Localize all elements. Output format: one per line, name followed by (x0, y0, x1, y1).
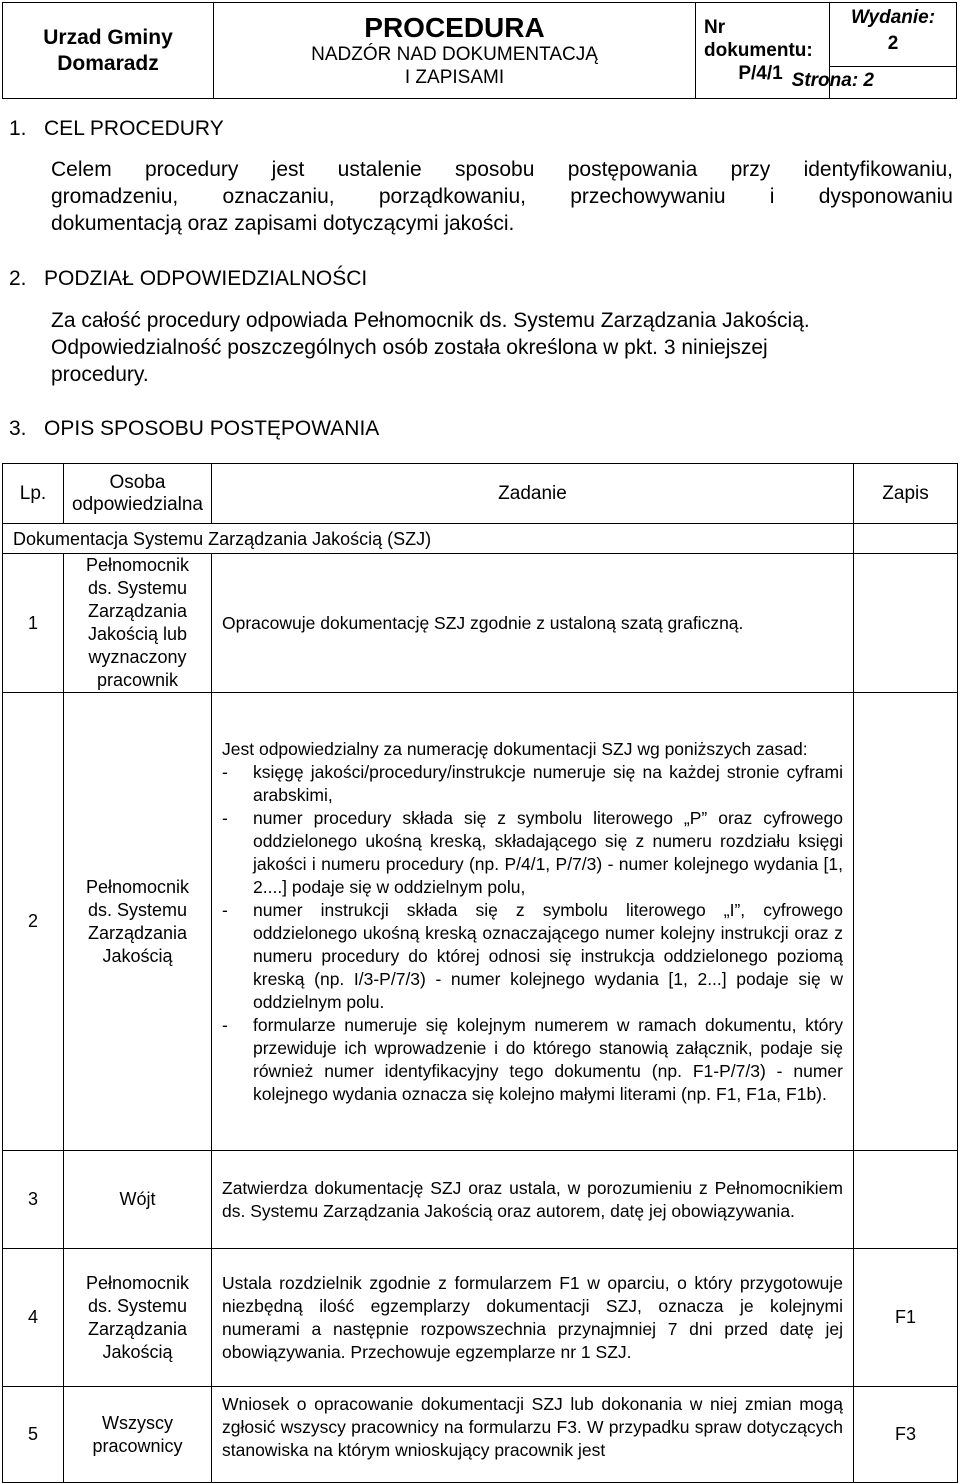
organization-cell (3, 3, 214, 99)
document-header (2, 2, 957, 99)
row-2-zadanie (212, 693, 854, 1151)
row-1-zadanie: Opracowuje dokumentację SZJ zgodnie z ustaloną szatą graficzną. (212, 554, 854, 693)
row-5-zapis: F3 (854, 1387, 958, 1483)
section-2-text-line2: Odpowiedzialność poszczególnych osób została określona w pkt. 3 niniejszej (51, 336, 768, 359)
row-1-zapis (854, 554, 958, 693)
table-row (3, 1387, 958, 1483)
row-4-osoba: Pełnomocnik ds. Systemu Zarządzania Jakością (64, 1249, 212, 1387)
list-item: - numer procedury składa się z symbolu literowego „P” oraz cyfrowego oddzielonego ukośną kreską, składającego się z numeru rozdziału księgi jakości i numeru procedury (np. P/4/1, P/7/3) - numer kolejnego wydania [1, 2....] podaje się w oddzielnym polu, (222, 807, 843, 897)
table-row (3, 1151, 958, 1249)
section-1-text-line1: Celem procedury jest ustalenie sposobu postępowania przy identyfikowaniu, (51, 158, 953, 181)
row-2-zadanie-intro: Jest odpowiedzialny za numerację dokumentacji SZJ wg poniższych zasad: (222, 738, 808, 759)
row-4-zapis: F1 (854, 1249, 958, 1387)
procedure-subtitle-line1: NADZÓR NAD DOKUMENTACJĄ (311, 43, 598, 65)
header-osoba: Osoba odpowiedzialna (64, 464, 212, 524)
row-2-zapis (854, 693, 958, 1151)
group-row-label: Dokumentacja Systemu Zarządzania Jakością (SZJ) (3, 524, 854, 554)
header-lp: Lp. (3, 464, 64, 524)
row-3-zapis (854, 1151, 958, 1249)
row-1-osoba: Pełnomocnik ds. Systemu Zarządzania Jakością lub wyznaczony pracownik (64, 554, 212, 693)
row-5-lp: 5 (3, 1387, 64, 1483)
row-2-osoba: Pełnomocnik ds. Systemu Zarządzania Jakością (64, 693, 212, 1151)
row-2-zadanie-list (222, 761, 843, 1106)
row-4-zadanie: Ustala rozdzielnik zgodnie z formularzem F1 w oparciu, o który przygotowuje niezbędną ilość egzemplarzy dokumentacji SZJ, oznacza je kolejnymi numerami a następnie rozpowszechnia przynajmniej 7 dni przed datę jej obowiązywania. Przechowuje egzemplarze nr 1 SZJ. (212, 1249, 854, 1387)
section-1-text-line2: gromadzeniu, oznaczaniu, porządkowaniu, przechowywaniu i dysponowaniu (51, 185, 953, 208)
procedure-subtitle-line2: I ZAPISAMI (404, 66, 505, 88)
row-1-lp: 1 (3, 554, 64, 693)
list-item: - księgę jakości/procedury/instrukcje numeruje się na każdej stronie cyframi arabskimi, (222, 761, 843, 805)
procedure-table (2, 463, 958, 1483)
section-1-heading: 1. CEL PROCEDURY (9, 117, 224, 140)
edition-cell (830, 3, 957, 67)
row-3-osoba: Wójt (64, 1151, 212, 1249)
row-5-zadanie: Wniosek o opracowanie dokumentacji SZJ lub dokonania w niej zmian mogą zgłosić wszyscy pracownicy na formularzu F3. W przypadku spraw dotyczących stanowiska na którym wnioskujący pracownik jest (212, 1387, 854, 1483)
row-3-zadanie: Zatwierdza dokumentację SZJ oraz ustala, w porozumieniu z Pełnomocnikiem ds. Systemu Zarządzania Jakością oraz autorem, datę jej obowiązywania. (212, 1151, 854, 1249)
document-number-value: P/4/1 (738, 63, 783, 84)
group-row (3, 524, 958, 554)
group-row-empty (854, 524, 958, 554)
section-1-text-line3: dokumentacją oraz zapisami dotyczącymi jakości. (51, 212, 515, 235)
list-item: - formularze numeruje się kolejnym numerem w ramach dokumentu, który przewiduje ich wprowadzenie i do którego stanowią załącznik, podaje się również numer identyfikacyjny tego dokumentu (np. F1-P/7/3) - numer kolejnego wydania oznacza się kolejno małymi literami (np. F1, F1a, F1b). (222, 1014, 843, 1104)
table-header-row (3, 464, 958, 524)
page-number: Strona: 2 (791, 70, 874, 91)
organization-name: Urzad Gminy Domaradz (43, 25, 173, 75)
procedure-title-cell (214, 3, 696, 99)
procedure-title: PROCEDURA (364, 11, 545, 43)
edition-label: Wydanie: (850, 7, 936, 28)
row-4-lp: 4 (3, 1249, 64, 1387)
header-zadanie: Zadanie (212, 464, 854, 524)
header-zapis: Zapis (854, 464, 958, 524)
row-3-lp: 3 (3, 1151, 64, 1249)
table-row (3, 554, 958, 693)
list-item: - numer instrukcji składa się z symbolu literowego „I”, cyfrowego oddzielonego ukośną kreską oznaczającego numer kolejny instrukcji oraz z numeru procedury do której odnosi się instrukcja oddzielonego poziomą kreską (np. I/3-P/7/3) - numer kolejnego wydania [1, 2...] podaje się w oddzielnym polu. (222, 899, 843, 1012)
section-2-heading: 2. PODZIAŁ ODPOWIEDZIALNOŚCI (9, 267, 368, 290)
row-5-osoba: Wszyscy pracownicy (64, 1387, 212, 1483)
table-row (3, 693, 958, 1151)
edition-value: 2 (887, 33, 899, 54)
section-2-text-line1: Za całość procedury odpowiada Pełnomocnik ds. Systemu Zarządzania Jakością. (51, 309, 810, 332)
row-2-lp: 2 (3, 693, 64, 1151)
section-3-heading: 3. OPIS SPOSOBU POSTĘPOWANIA (9, 417, 380, 440)
section-2-text-line3: procedury. (51, 363, 149, 386)
document-number-label: Nr dokumentu: (704, 17, 813, 61)
table-row (3, 1249, 958, 1387)
page-number-cell (791, 67, 957, 99)
